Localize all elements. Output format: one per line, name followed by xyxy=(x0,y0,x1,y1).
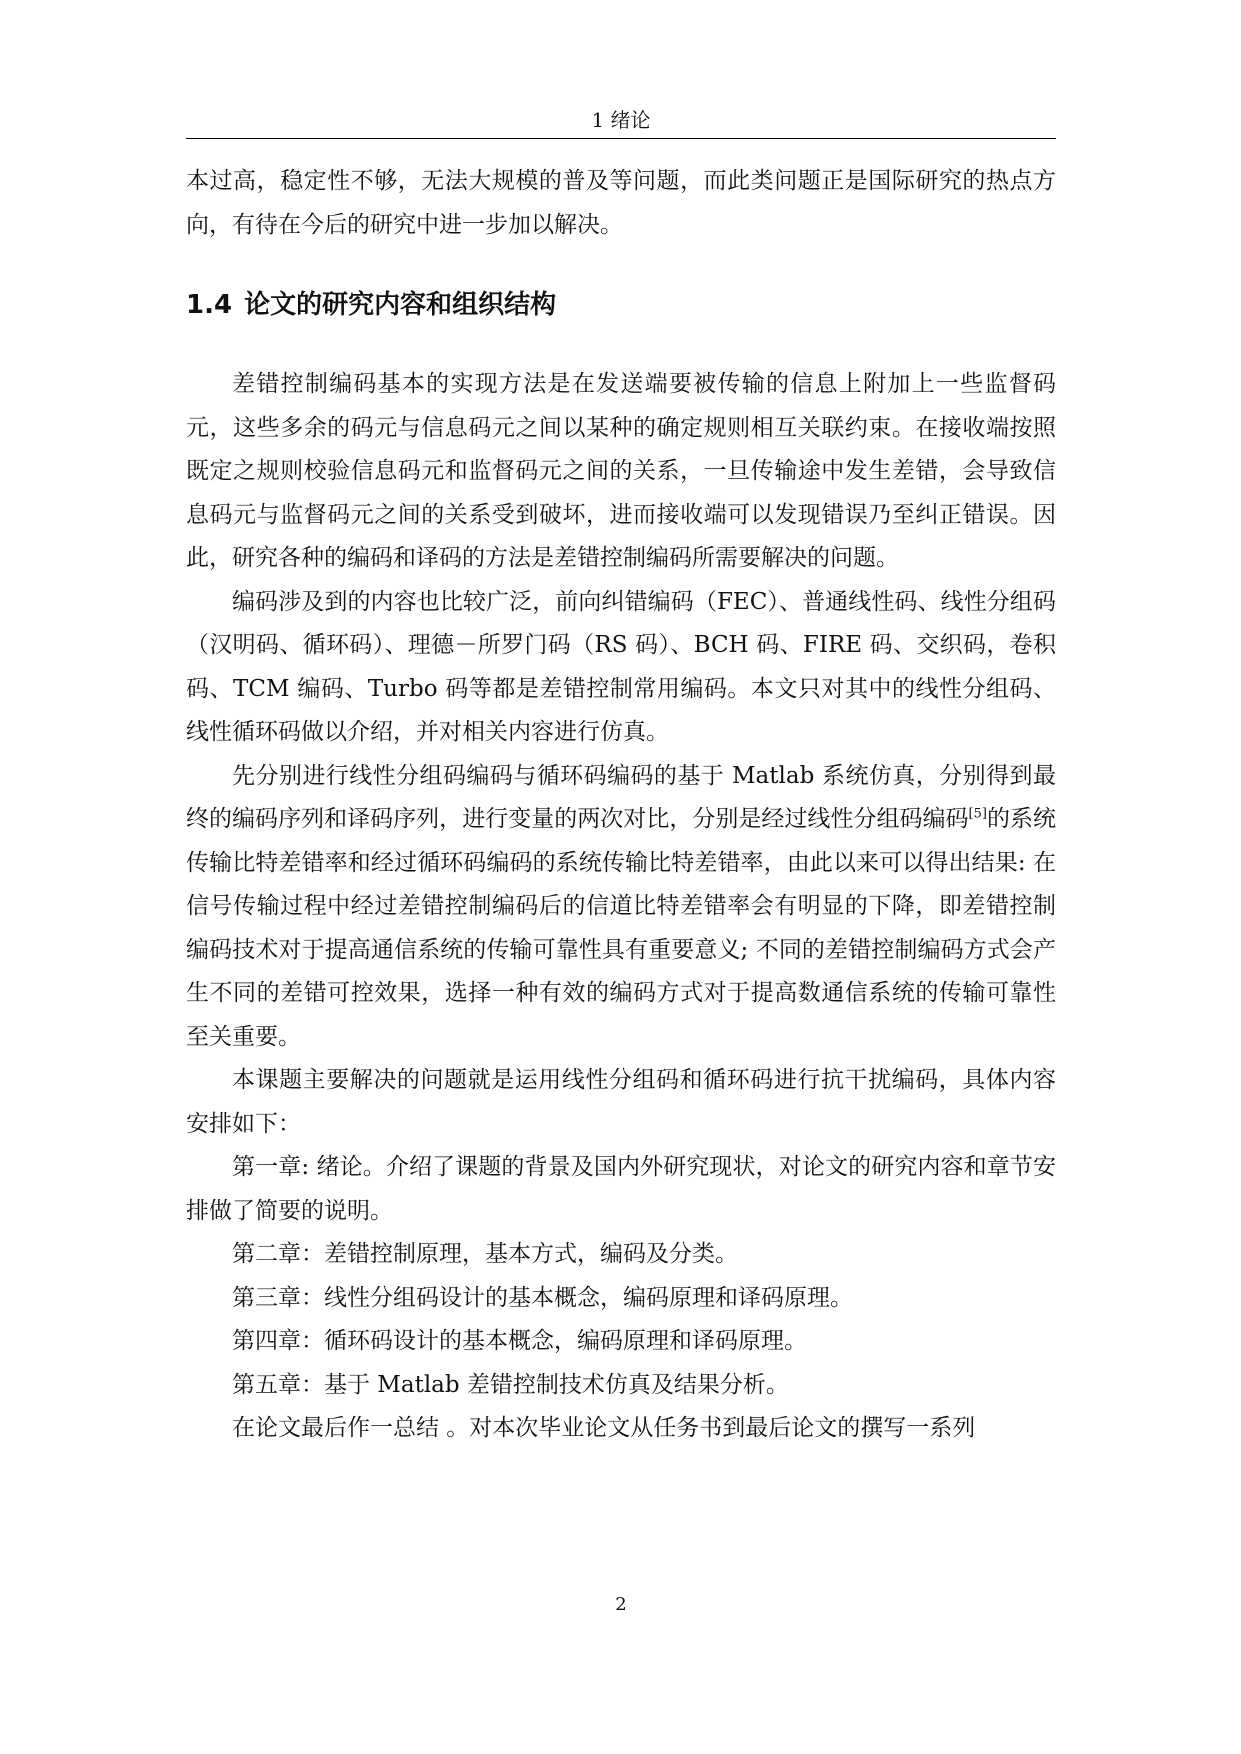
outline-chapter-2: 第二章：差错控制原理，基本方式，编码及分类。 xyxy=(232,1241,738,1267)
outline-chapter-4: 第四章：循环码设计的基本概念，编码原理和译码原理。 xyxy=(232,1328,807,1354)
paragraph-simulation-text-a: 先分别进行线性分组码编码与循环码编码的基于 Matlab 系统仿真，分别得到最终的编码序列和译码序列，进行变量的两次对比，分别是经过线性分组码编码 xyxy=(186,762,1056,832)
outline-chapter-5: 第五章：基于 Matlab 差错控制技术仿真及结果分析。 xyxy=(232,1371,789,1398)
outline-chapter-3: 第三章：线性分组码设计的基本概念，编码原理和译码原理。 xyxy=(232,1284,853,1311)
section-heading xyxy=(186,285,1056,325)
header-rule xyxy=(186,138,1056,139)
section-title: 论文的研究内容和组织结构 xyxy=(244,290,557,320)
paragraph-outline-intro: 本课题主要解决的问题就是运用线性分组码和循环码进行抗干扰编码，具体内容安排如下： xyxy=(186,1067,1056,1137)
running-header: 1 绪论 xyxy=(591,108,651,132)
citation-reference: [5] xyxy=(968,806,987,822)
paragraph-summary: 在论文最后作一总结 。对本次毕业论文从任务书到最后论文的撰写一系列 xyxy=(232,1415,976,1441)
page-number: 2 xyxy=(615,1594,627,1615)
paragraph-method: 差错控制编码基本的实现方法是在发送端要被传输的信息上附加上一些监督码元，这些多余的码元与信息码元之间以某种的确定规则相互关联约束。在接收端按照既定之规则校验信息码元和监督码元之间的关系，一旦传输途中发生差错，会导致信息码元与监督码元之间的关系受到破坏，进而接收端可以发现错误乃至纠正错误。因此，研究各种的编码和译码的方法是差错控制编码所需要解决的问题。 xyxy=(186,371,1056,571)
paragraph-simulation xyxy=(186,755,1056,1060)
section-number: 1.4 xyxy=(186,290,233,320)
outline-chapter-1: 第一章: 绪论。介绍了课题的背景及国内外研究现状，对论文的研究内容和章节安排做了简要的说明。 xyxy=(186,1154,1056,1224)
continuation-paragraph: 本过高，稳定性不够，无法大规模的普及等问题，而此类问题正是国际研究的热点方向，有待在今后的研究中进一步加以解决。 xyxy=(186,168,1056,238)
page-body xyxy=(186,160,1056,1451)
paragraph-codes: 编码涉及到的内容也比较广泛，前向纠错编码（FEC）、普通线性码、线性分组码（汉明码、循环码）、理德－所罗门码（RS 码）、BCH 码、FIRE 码、交织码，卷积码、TCM 编码、Turbo 码等都是差错控制常用编码。本文只对其中的线性分组码、线性循环码做以介绍，并对相关内容进行仿真。 xyxy=(186,588,1056,745)
paragraph-simulation-text-b: 的系统传输比特差错率和经过循环码编码的系统传输比特差错率，由此以来可以得出结果: 在信号传输过程中经过差错控制编码后的信道比特差错率会有明显的下降，即差错控制编码技术对于提高通信系统的传输可靠性具有重要意义; 不同的差错控制编码方式会产生不同的差错可控效果，选择一种有效的编码方式对于提高数通信系统的传输可靠性至关重要。 xyxy=(186,806,1056,1050)
